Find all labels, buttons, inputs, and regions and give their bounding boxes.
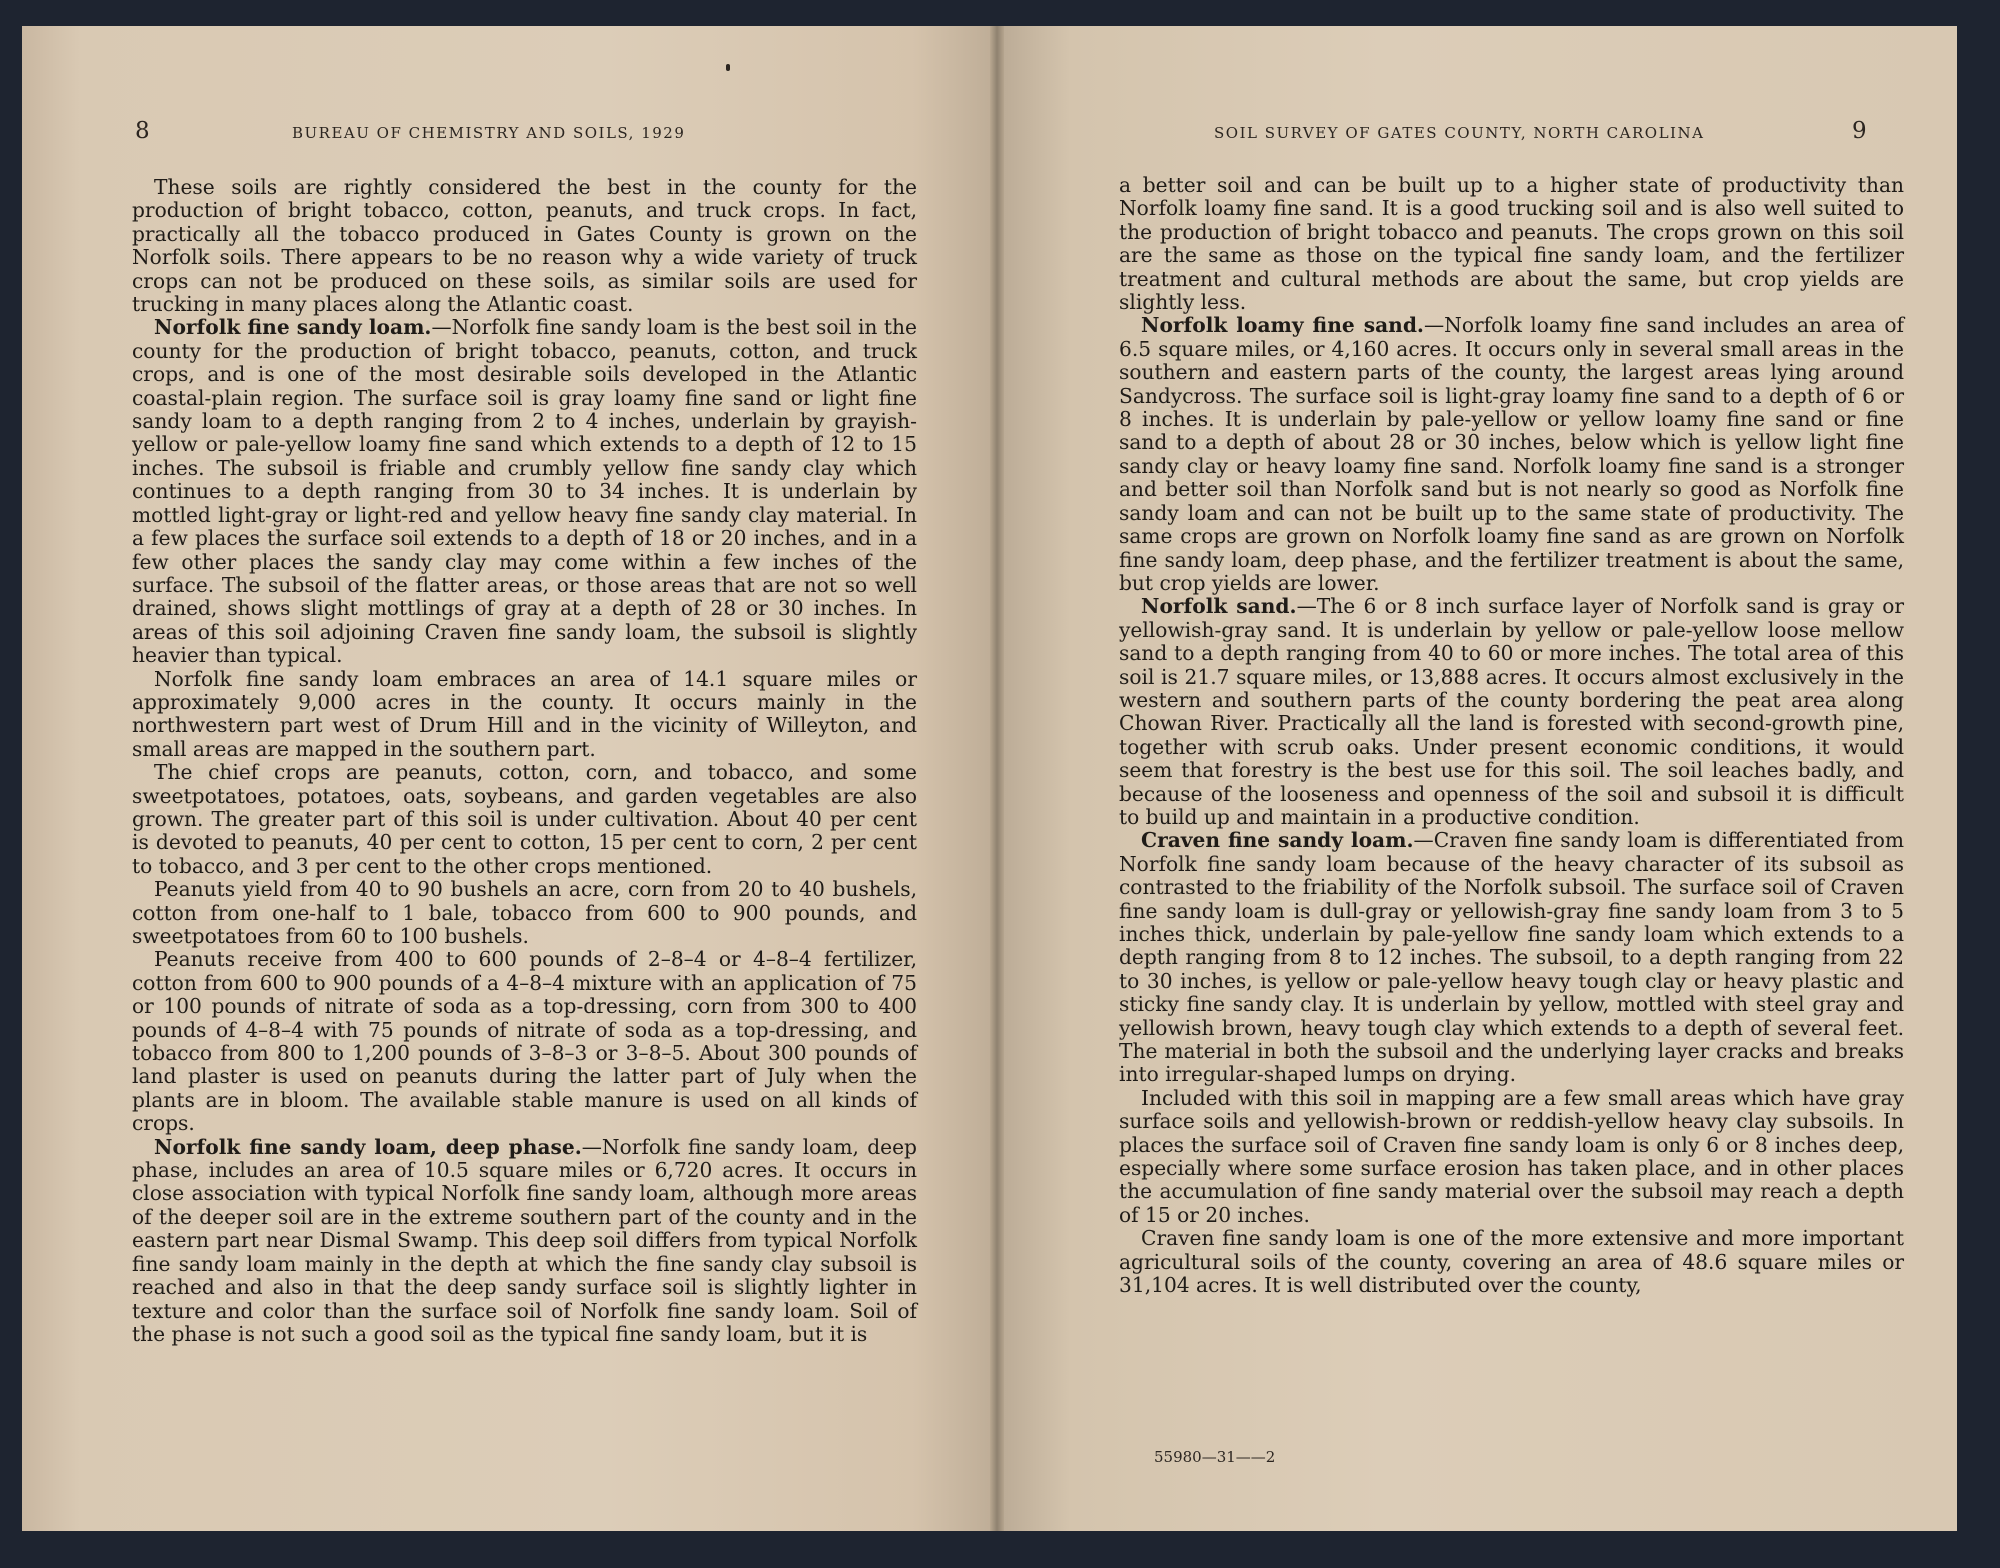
book-spine (990, 26, 1004, 1531)
paragraph-text: —Craven fine sandy loam is differentiated from Norfolk fine sandy loam because of the heavy character of its subsoil as contrasted to the friability of the Norfolk subsoil. The surface soil of Craven fine sandy loam is dull-gray or yellowish-gray fine sandy loam from 3 to 5 inches thick, underlain by pale-yellow fine sandy loam which extends to a depth ranging from 8 to 12 inches. The subsoil, to a depth ranging from 22 to 30 inches, is yellow or pale-yellow heavy tough clay or heavy plastic and sticky fine sandy clay. It is underlain by yellow, mottled with steel gray and yellowish brown, heavy tough clay which extends to a depth of several feet. The material in both the subsoil and the underlying layer cracks and breaks into irregular-shaped lumps on drying. (1119, 828, 1904, 1087)
paragraph-text: a better soil and can be built up to a higher state of productivity than Norfolk loamy fine sand. It is a good trucking soil and is also well suited to the production of bright tobacco and peanuts. The crops grown on this soil are the same as those on the typical fine sandy loam, and the fertilizer treatment and cultural methods are about the same, but crop yields are slightly less. (1119, 173, 1904, 315)
soil-heading: Norfolk fine sandy loam. (154, 315, 432, 340)
left-page-body (132, 176, 917, 1346)
paragraph (132, 878, 917, 948)
soil-heading: Craven fine sandy loam. (1141, 828, 1414, 853)
paragraph-text: The chief crops are peanuts, cotton, corn, and tobacco, and some sweetpotatoes, potatoes, oats, soybeans, and garden vegetables are also grown. The greater part of this soil is under cultivation. About 40 per cent is devoted to peanuts, 40 per cent to cotton, 15 per cent to corn, 2 per cent to tobacco, and 3 per cent to the other crops mentioned. (132, 760, 917, 878)
paragraph-text: Peanuts receive from 400 to 600 pounds of 2–8–4 or 4–8–4 fertilizer, cotton from 600 to 900 pounds of a 4–8–4 mixture with an application of 75 or 100 pounds of nitrate of soda as a top-dressing, corn from 300 to 400 pounds of 4–8–4 with 75 pounds of nitrate of soda as a top-dressing, and tobacco from 800 to 1,200 pounds of 3–8–3 or 3–8–5. About 300 pounds of land plaster is used on peanuts during the latter part of July when the plants are in bloom. The available stable manure is used on all kinds of crops. (132, 947, 917, 1136)
paragraph-text: Included with this soil in mapping are a few small areas which have gray surface soils and yellowish-brown or reddish-yellow heavy clay subsoils. In places the surface soil of Craven fine sandy loam is only 6 or 8 inches deep, especially where some surface erosion has taken place, and in other places the accumulation of fine sandy material over the subsoil may reach a depth of 15 or 20 inches. (1119, 1085, 1904, 1227)
paragraph (132, 668, 917, 762)
paragraph (1119, 829, 1904, 1086)
paragraph (1119, 595, 1904, 829)
soil-heading: Norfolk fine sandy loam, deep phase. (154, 1134, 582, 1159)
paragraph-text: Peanuts yield from 40 to 90 bushels an acre, corn from 20 to 40 bushels, cotton from one-half to 1 bale, tobacco from 600 to 900 pounds, and sweetpotatoes from 60 to 100 bushels. (132, 877, 917, 948)
right-page (1004, 26, 1957, 1531)
paragraph-text: Craven fine sandy loam is one of the more extensive and more important agricultural soils of the county, covering an area of 48.6 square miles or 31,104 acres. It is well distributed over the county, (1119, 1226, 1904, 1298)
left-page-number: 8 (135, 118, 150, 144)
paragraph (132, 761, 917, 878)
paragraph-text: —Norfolk fine sandy loam is the best soil in the county for the production of bright tobacco, peanuts, cotton, and truck crops, and is one of the most desirable soils developed in the Atlantic coastal-plain region. The surface soil is gray loamy fine sand or light fine sandy loam to a depth ranging from 2 to 4 inches, underlain by grayish-yellow or pale-yellow loamy fine sand which extends to a depth of 12 to 15 inches. The subsoil is friable and crumbly yellow fine sandy clay which continues to a depth ranging from 30 to 34 inches. It is underlain by mottled light-gray or light-red and yellow heavy fine sandy clay material. In a few places the surface soil extends to a depth of 18 or 20 inches, and in a few other places the sandy clay may come within a few inches of the surface. The subsoil of the flatter areas, or those areas that are not so well drained, shows slight mottlings of gray at a depth of 28 or 30 inches. In areas of this soil adjoining Craven fine sandy loam, the subsoil is slightly heavier than typical. (132, 315, 917, 668)
footer-code: 55980—31——2 (1154, 1448, 1276, 1466)
ink-speck (726, 64, 730, 71)
paragraph (1119, 1227, 1904, 1297)
paragraph-text: These soils are rightly considered the best in the county for the production of bright tobacco, cotton, peanuts, and truck crops. In fact, practically all the tobacco produced in Gates County is grown on the Norfolk soils. There appears to be no reason why a wide variety of truck crops can not be produced on these soils, as similar soils are used for trucking in many places along the Atlantic coast. (132, 175, 917, 317)
right-page-body (1119, 174, 1904, 1298)
paragraph-text: Norfolk fine sandy loam embraces an area of 14.1 square miles or approximately 9,000 acres in the county. It occurs mainly in the northwestern part west of Drum Hill and in the vicinity of Willeyton, and small areas are mapped in the southern part. (132, 666, 917, 761)
paragraph (1119, 174, 1904, 314)
paragraph-text: —Norfolk loamy fine sand includes an area of 6.5 square miles, or 4,160 acres. It occurs only in several small areas in the southern and eastern parts of the county, the largest areas lying around Sandycross. The surface soil is light-gray loamy fine sand to a depth of 6 or 8 inches. It is underlain by pale-yellow or yellow loamy fine sand or fine sand to a depth of about 28 or 30 inches, below which is yellow light fine sandy clay or heavy loamy fine sand. Norfolk loamy fine sand is a stronger and better soil than Norfolk sand but is not nearly so good as Norfolk fine sandy loam and can not be built up to the same state of productivity. The same crops are grown on Norfolk loamy fine sand as are grown on Norfolk fine sandy loam, deep phase, and the fertilizer treatment is about the same, but crop yields are lower. (1119, 313, 1904, 595)
paragraph (1119, 314, 1904, 595)
paragraph (132, 176, 917, 316)
left-page (22, 26, 990, 1531)
soil-heading: Norfolk loamy fine sand. (1141, 313, 1424, 338)
paragraph-text: —Norfolk fine sandy loam, deep phase, includes an area of 10.5 square miles or 6,720 acres. It occurs in close association with typical Norfolk fine sandy loam, although more areas of the deeper soil are in the extreme southern part of the county and in the eastern part near Dismal Swamp. This deep soil differs from typical Norfolk fine sandy loam mainly in the depth at which the fine sandy clay subsoil is reached and also in that the deep sandy surface soil is slightly lighter in texture and color than the surface soil of Norfolk fine sandy loam. Soil of the phase is not such a good soil as the typical fine sandy loam, but it is (132, 1134, 917, 1346)
book-spread (22, 26, 1957, 1531)
soil-heading: Norfolk sand. (1141, 594, 1297, 619)
left-running-head: BUREAU OF CHEMISTRY AND SOILS, 1929 (292, 124, 686, 142)
paragraph (1119, 1087, 1904, 1227)
paragraph (132, 316, 917, 667)
right-running-head: SOIL SURVEY OF GATES COUNTY, NORTH CAROLINA (1214, 124, 1705, 142)
paragraph (132, 1136, 917, 1347)
paragraph-text: —The 6 or 8 inch surface layer of Norfolk sand is gray or yellowish-gray sand. It is underlain by yellow or pale-yellow loose mellow sand to a depth ranging from 40 to 60 or more inches. The total area of this soil is 21.7 square miles, or 13,888 acres. It occurs almost exclusively in the western and southern parts of the county bordering the peat area along Chowan River. Practically all the land is forested with second-growth pine, together with scrub oaks. Under present economic conditions, it would seem that forestry is the best use for this soil. The soil leaches badly, and because of the looseness and openness of the soil and subsoil it is difficult to build up and maintain in a productive condition. (1119, 594, 1905, 829)
right-page-number: 9 (1852, 118, 1867, 144)
paragraph (132, 948, 917, 1135)
